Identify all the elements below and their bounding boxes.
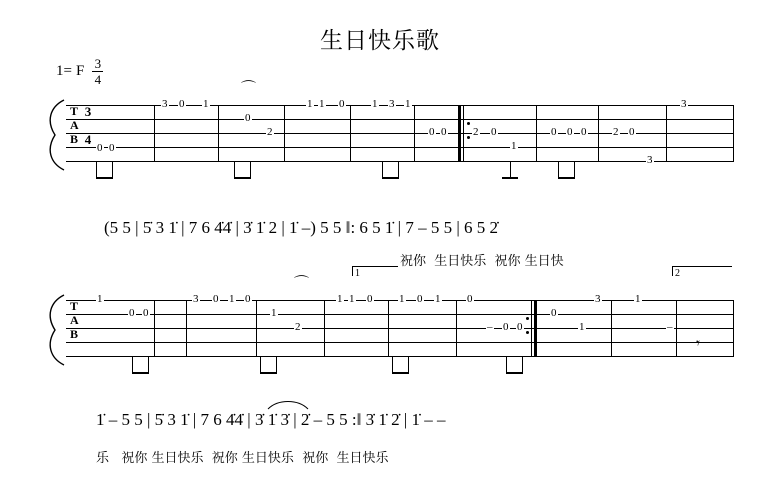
fret-number: 0 [503,321,509,333]
barline [388,300,389,357]
fret-number: 3 [595,293,601,305]
fret-number: 0 [339,98,345,110]
fret-number: 1 [511,140,517,152]
note-beam [132,372,149,374]
system-brace-icon [44,99,66,171]
fret-number: 0 [551,307,557,319]
fret-number: 1 [372,98,378,110]
fret-number: 0 [429,126,435,138]
fret-number: 3 [681,98,687,110]
fret-number: 0 [213,293,219,305]
staff-line [66,119,734,120]
key-signature [56,57,103,86]
note-beam [502,177,518,179]
staff-line [66,356,734,357]
tab-letter-t: T [70,299,79,313]
fret-number: 1 [435,293,441,305]
fret-number: 0 [245,293,251,305]
staff-line [66,342,734,343]
system-brace-icon [44,294,66,366]
fret-number: 1 [307,98,313,110]
tab-staff-lines-2 [66,300,734,358]
fermata-icon: ⌒ [294,274,310,292]
fret-number: – [487,321,493,333]
fret-number: 1 [271,307,277,319]
fret-number: 1 [229,293,235,305]
fermata-icon: ⌒ [241,79,257,97]
time-signature-numerator: 3 [94,56,102,71]
fret-number: 0 [581,126,587,138]
fret-number: 2 [267,126,273,138]
staff-line [66,147,734,148]
note-beam [96,177,113,179]
volta-bracket-1 [352,266,398,280]
tab-letter-b: B [70,327,79,341]
fret-number: 0 [245,112,251,124]
barline [218,105,219,162]
fret-number: 0 [143,307,149,319]
barline [186,300,187,357]
fret-number: 0 [109,142,115,154]
fret-number: 0 [467,293,473,305]
slur-icon [266,398,310,410]
volta-number: 1 [355,268,360,279]
fret-number: 2 [473,126,479,138]
staff-time-signature-1 [83,105,93,161]
barline [324,300,325,357]
fret-number: 2 [613,126,619,138]
fret-number: 0 [517,321,523,333]
time-signature-denominator: 4 [94,72,102,87]
fret-number: 1 [579,321,585,333]
fret-number: 1 [97,293,103,305]
volta-bracket-2 [672,266,732,280]
barline [676,300,677,357]
note-beam [558,177,575,179]
fret-number: 0 [629,126,635,138]
barline [598,105,599,162]
tab-letter-t: T [70,104,79,118]
lyrics-line-1: 祝你 生日快乐 祝你 生日快 [400,254,564,269]
barline [733,300,734,357]
fret-number: 2 [295,321,301,333]
tab-letter-a: A [70,118,79,132]
page-title: 生日快乐歌 [320,28,440,54]
staff-time-denominator: 4 [84,132,92,147]
note-beam [234,177,251,179]
key-value: F [75,63,85,79]
fret-number: 3 [193,293,199,305]
numbered-notation-line-1: (5 5 | 5̇ 3 1̇ | 7 6 4̇4̇ | 3̇ 1̇ 2 | 1̇ –) 5 5 ‖: 6 5 1̇ | 7 – 5 5 | 6 5 2̇ [104,218,498,237]
fret-number: 3 [647,154,653,166]
fret-number: 0 [97,142,103,154]
fret-number: 1 [337,293,343,305]
fret-number: 0 [417,293,423,305]
fret-number: 0 [551,126,557,138]
volta-number: 2 [675,268,680,279]
tab-letter-b: B [70,132,79,146]
barline [666,105,667,162]
key-label: 1= [56,63,72,79]
fret-number: 0 [491,126,497,138]
barline [350,105,351,162]
fret-number: 1 [399,293,405,305]
staff-line [66,314,734,315]
note-beam [506,372,523,374]
numbered-notation-line-2: 1̇ – 5 5 | 5̇ 3 1̇ | 7 6 4̇4̇ | 3̇ 1̇ 3̇ | 2̇ – 5 5 :‖ 3̇ 1̇ 2̇ | 1̇ – – [96,410,446,429]
staff-time-numerator: 3 [84,104,92,119]
note-beam [260,372,277,374]
fret-number: 1 [405,98,411,110]
quarter-rest-icon: 𝄾 [696,334,700,352]
staff-line [66,328,734,329]
fret-number: 1 [203,98,209,110]
fret-number: – [667,321,673,333]
fret-number: 0 [179,98,185,110]
tab-staff-2 [66,274,734,358]
time-signature [92,57,103,86]
fret-number: 1 [319,98,325,110]
staff-line [66,161,734,162]
fret-number: 0 [567,126,573,138]
fret-number: 0 [441,126,447,138]
barline [154,300,155,357]
barline [256,300,257,357]
fret-number: 3 [162,98,168,110]
note-beam [392,372,409,374]
tab-clef [70,104,79,146]
tab-letter-a: A [70,313,79,327]
barline [733,105,734,162]
tab-clef [70,299,79,341]
barline [536,105,537,162]
fret-number: 0 [129,307,135,319]
barline [154,105,155,162]
note-beam [382,177,399,179]
barline [456,300,457,357]
fret-number: 1 [349,293,355,305]
barline [284,105,285,162]
fret-number: 0 [367,293,373,305]
barline [414,105,415,162]
fret-number: 3 [389,98,395,110]
barline [611,300,612,357]
tab-staff-1 [66,79,734,166]
lyrics-line-2: 乐 祝你 生日快乐 祝你 生日快乐 祝你 生日快乐 [96,451,389,466]
fret-number: 1 [635,293,641,305]
